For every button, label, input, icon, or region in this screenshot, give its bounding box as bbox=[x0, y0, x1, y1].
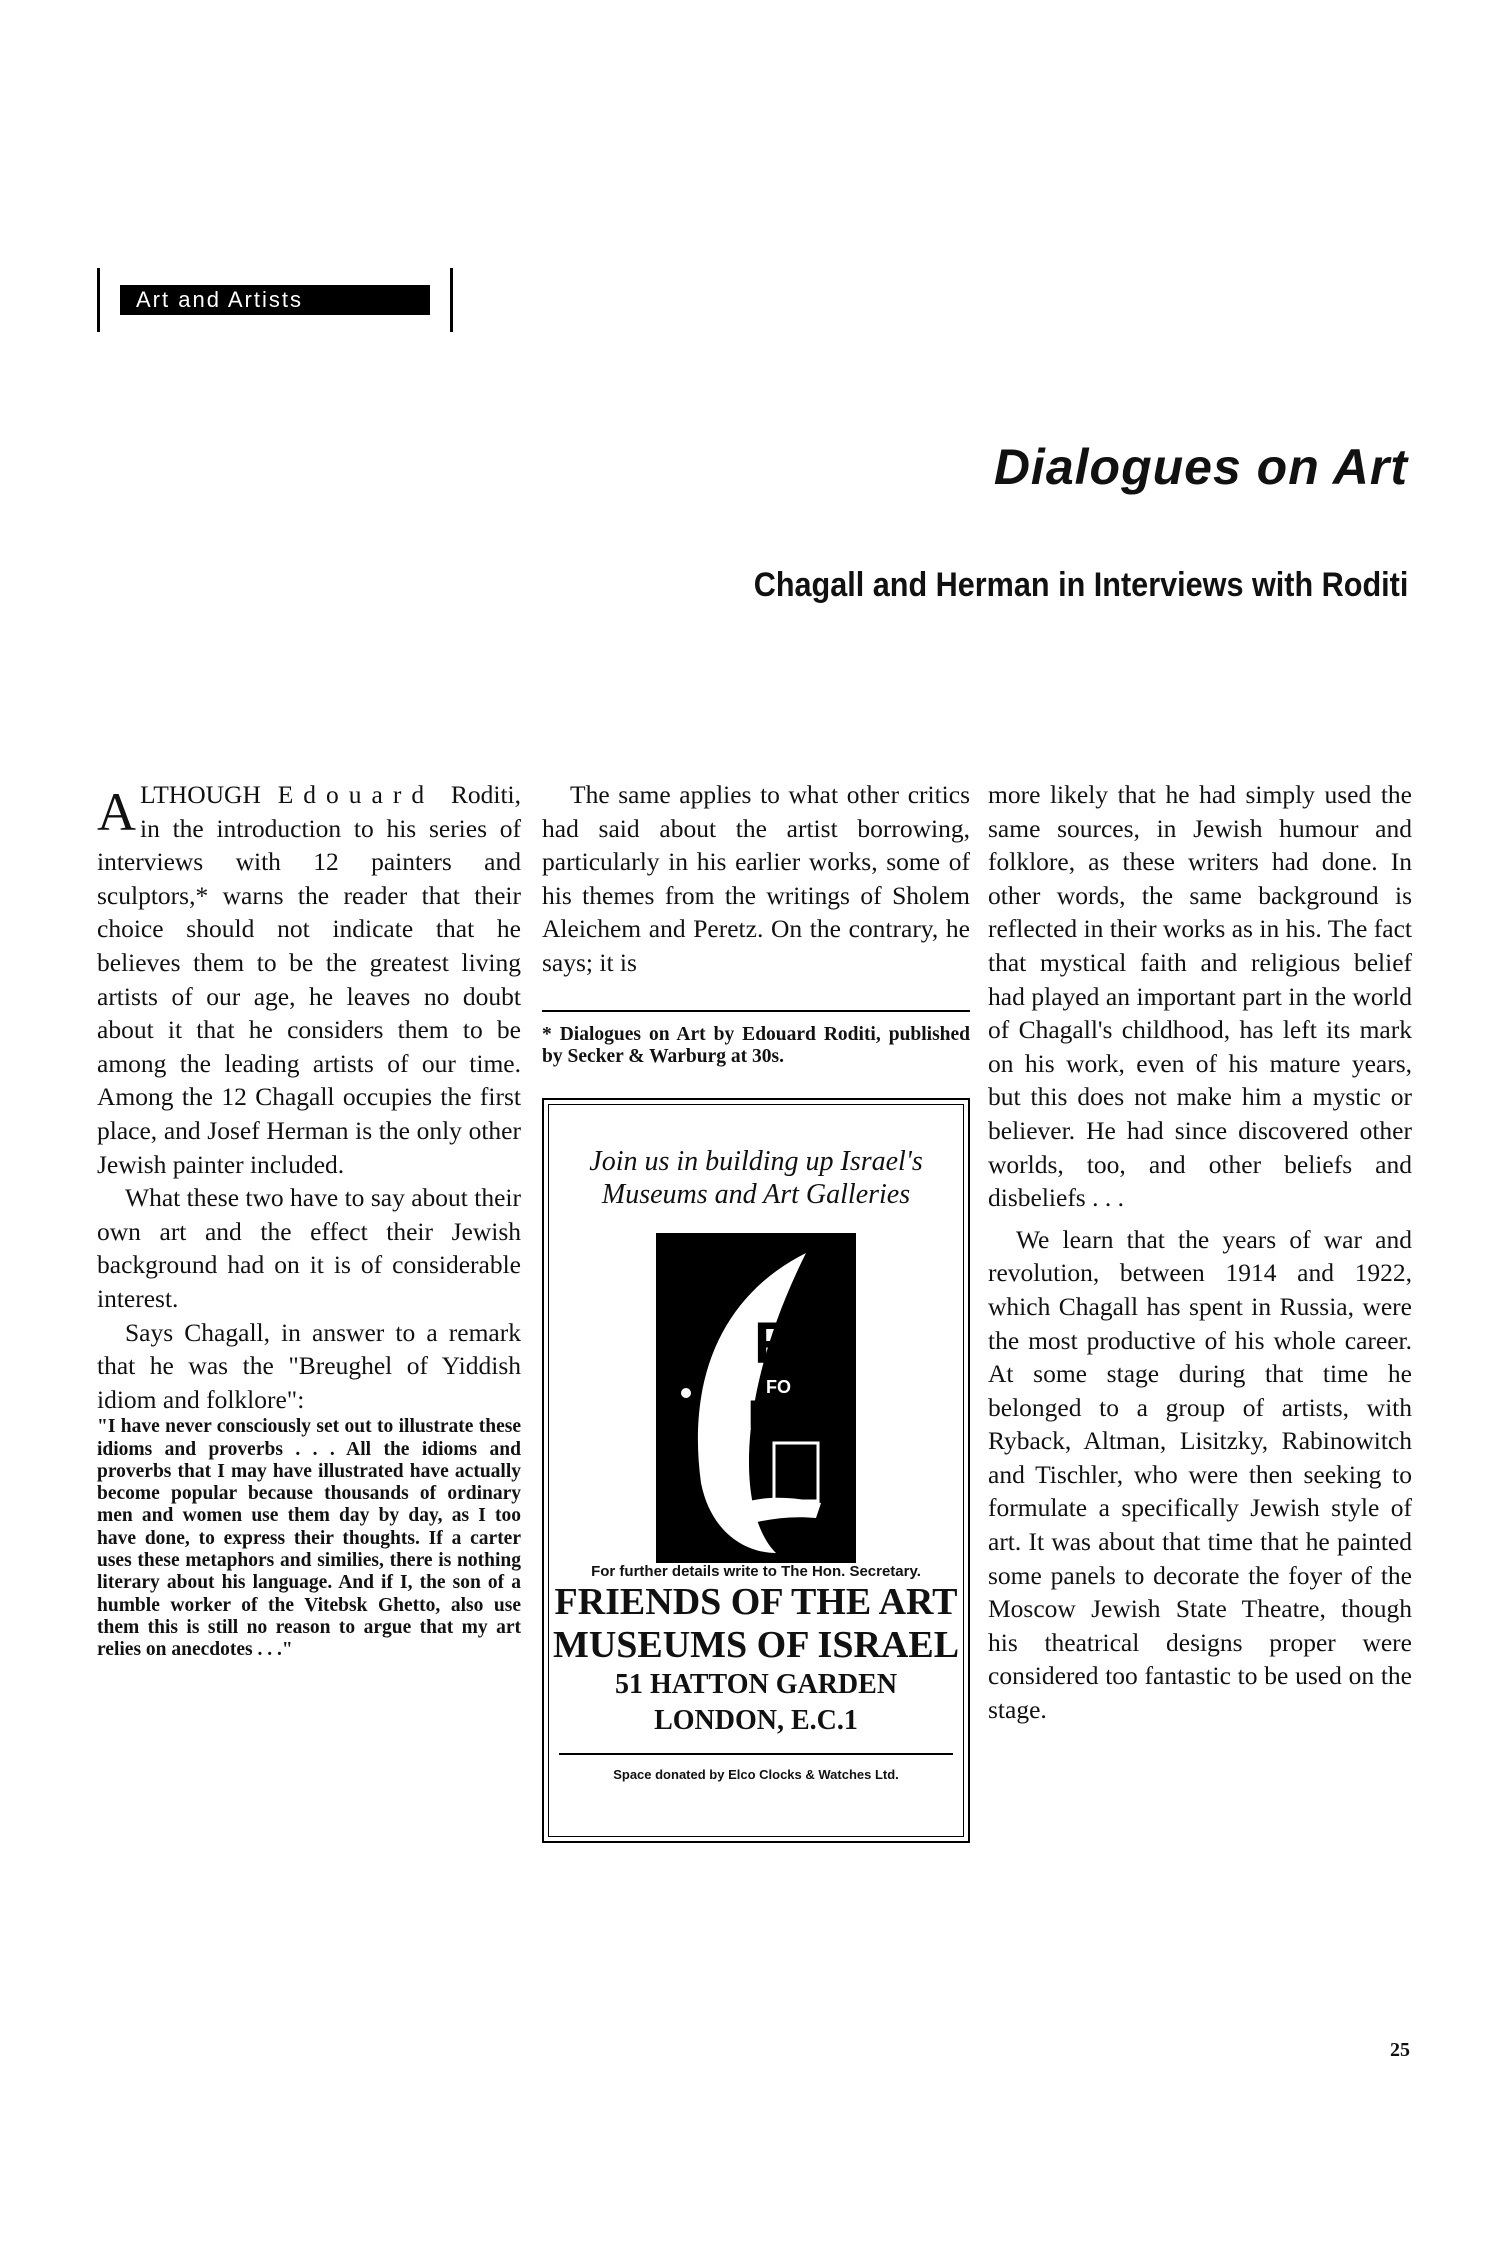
ad-contact: For further details write to The Hon. Secretary. bbox=[591, 1562, 921, 1580]
article-subtitle: Chagall and Herman in Interviews with Roditi bbox=[753, 566, 1408, 604]
lead-name: Edouard bbox=[277, 780, 435, 809]
ad-address-line-2: LONDON, E.C.1 bbox=[654, 1704, 858, 1736]
footnote-divider bbox=[542, 1010, 970, 1012]
logo-letters-ra: RA bbox=[748, 1392, 806, 1437]
logo-dot bbox=[681, 1388, 691, 1398]
advertisement bbox=[542, 1098, 970, 1843]
paragraph-continued: more likely that he had simply used the same sources, in Jewish humour and folklore, as these writers had done. In other words, the same background is reflected in their works as in his. The fact that mystical faith and religious belief had played an important part in the world of Chagall's childhood, has left its mark on his work, even of his mature years, but this does not make him a mystic or believer. He had since discovered other worlds, too, and other beliefs and disbeliefs . . . bbox=[988, 780, 1412, 1213]
column-1 bbox=[97, 778, 521, 1662]
paragraph-continued: The same applies to what other critics had said about the artist borrowing, particularly in his earlier works, some of his themes from the writings of Sholem Aleichem and Peretz. On the contrary, he says; it is bbox=[542, 780, 970, 977]
section-tag-label: Art and Artists bbox=[120, 285, 430, 315]
ad-address-line-1: 51 HATTON GARDEN bbox=[614, 1668, 898, 1700]
advertisement-inner-frame bbox=[548, 1104, 964, 1837]
paragraph-war-revolution: We learn that the years of war and revolution, between 1914 and 1922, which Chagall has spent in Russia, were the most productive of his whole career. At some stage during that time he belonged to a group of artists, with Ryback, Altman, Lisitzky, Rabinowitch and Tischler, who were then seeking to formulate a specifically Jewish style of art. It was about that time that he painted some panels to decorate the foyer of the Moscow Jewish State Theatre, though his theatrical designs proper were considered too fantastic to be used on the stage. bbox=[988, 1224, 1412, 1725]
ad-divider bbox=[559, 1753, 953, 1755]
paragraph-1-rest: Roditi, in the introduction to his series of interviews with 12 painters and sculptors,* warns the reader that their choice should not indicate that he believes them to be the greatest living artists of our age, he leaves no doubt about it that he considers them to be among the leading artists of our time. Among the 12 Chagall occupies the first place, and Josef Herman is the only other Jewish painter included. bbox=[97, 780, 522, 1179]
ad-credit: Space donated by Elco Clocks & Watches Ltd. bbox=[613, 1766, 899, 1782]
paragraph-2: What these two have to say about their own art and the effect their Jewish background had on it is of considerable interest. bbox=[97, 1183, 521, 1313]
article-title: Dialogues on Art bbox=[993, 439, 1408, 495]
page-number: 25 bbox=[1390, 2039, 1410, 2061]
ad-organisation: FRIENDS OF THE ART MUSEUMS OF ISRAEL bbox=[552, 1580, 960, 1666]
logo-letters-fo: FO bbox=[766, 1376, 791, 1397]
art-for-israel-logo bbox=[656, 1233, 856, 1563]
column-2 bbox=[542, 778, 970, 1843]
section-tag bbox=[97, 268, 453, 332]
paragraph-1 bbox=[97, 778, 521, 1181]
footnote: * Dialogues on Art by Edouard Roditi, published by Secker & Warburg at 30s. bbox=[542, 1023, 970, 1067]
logo-letter-r: R bbox=[754, 1310, 796, 1376]
paragraph-3: Says Chagall, in answer to a remark that he was the "Breughel of Yiddish idiom and folklore": bbox=[97, 1317, 521, 1414]
chagall-quote: "I have never consciously set out to illustrate these idioms and proverbs . . . All the idioms and proverbs that I may have illustrated have actually become popular because thousands of ordinary men and women use them day by day, as I too have done, to express their thoughts. If a carter uses these metaphors and similies, there is nothing literary about his language. And if I, the son of a humble worker of the Vitebsk Ghetto, also use them this is still no reason to argue that my art relies on anecdotes . . ." bbox=[97, 1416, 521, 1661]
column-3 bbox=[988, 778, 1412, 1727]
ad-heading: Join us in building up Israel's Museums and Art Galleries bbox=[589, 1145, 923, 1210]
lead-word: LTHOUGH bbox=[140, 780, 261, 809]
drop-cap: A bbox=[97, 782, 136, 842]
